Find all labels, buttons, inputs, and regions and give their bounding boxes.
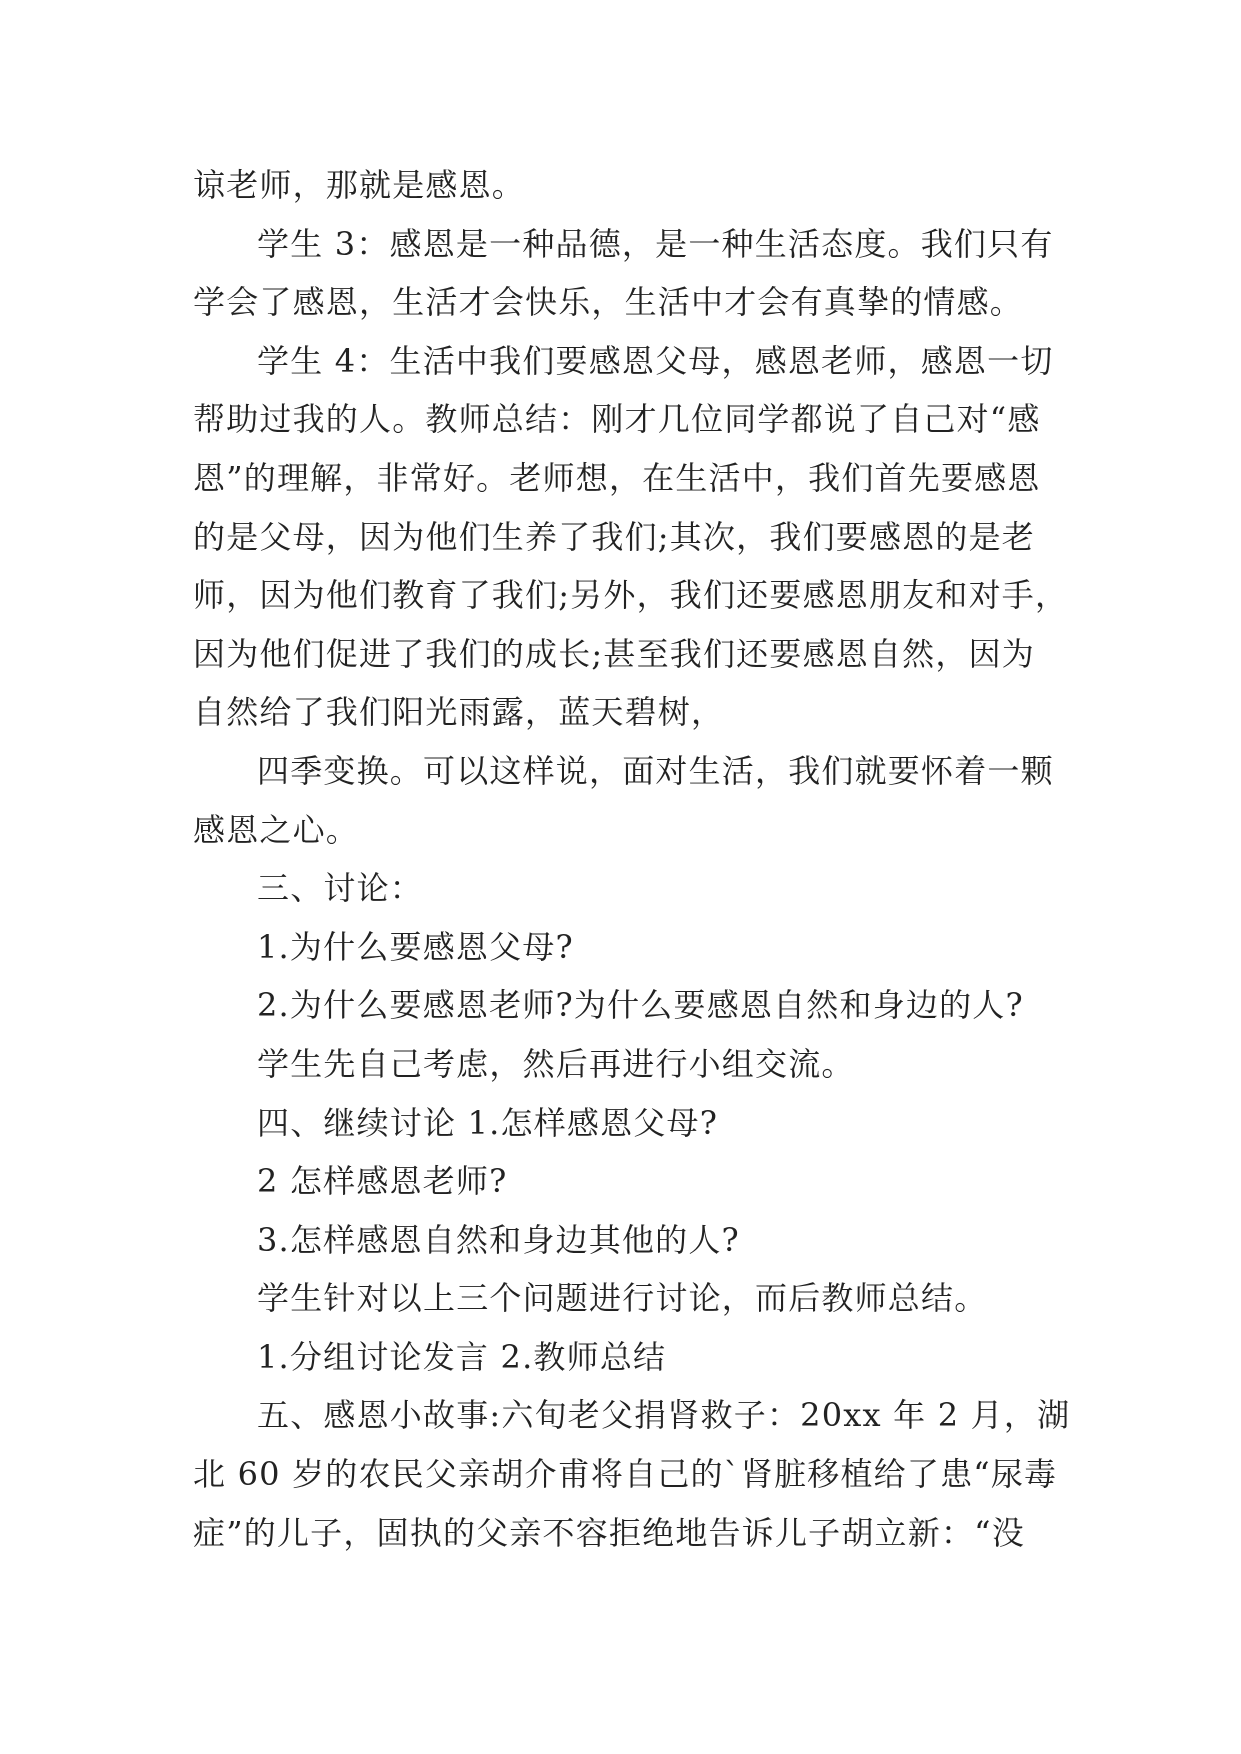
text-line: 北 60 岁的农民父亲胡介甫将自己的`肾脏移植给了患“尿毒 <box>193 1455 1058 1494</box>
text-line: 师，因为他们教育了我们;另外，我们还要感恩朋友和对手， <box>193 576 1069 615</box>
section-heading: 五、感恩小故事:六旬老父捐肾救子：20xx 年 2 月，湖 <box>257 1396 1071 1435</box>
text-line: 帮助过我的人。教师总结：刚才几位同学都说了自己对“感 <box>193 400 1041 439</box>
list-item: 2.为什么要感恩老师?为什么要感恩自然和身边的人? <box>257 986 1024 1025</box>
text-line: 学生针对以上三个问题进行讨论，而后教师总结。 <box>257 1279 988 1318</box>
section-heading: 四、继续讨论 1.怎样感恩父母? <box>257 1103 719 1142</box>
list-item: 1.分组讨论发言 2.教师总结 <box>257 1337 667 1376</box>
text-line: 四季变换。可以这样说，面对生活，我们就要怀着一颗 <box>257 751 1054 790</box>
text-line: 因为他们促进了我们的成长;甚至我们还要感恩自然，因为 <box>193 634 1035 673</box>
text-line: 学生 4：生活中我们要感恩父母，感恩老师，感恩一切 <box>257 341 1054 380</box>
section-heading: 三、讨论： <box>257 869 424 908</box>
text-line: 恩”的理解，非常好。老师想，在生活中，我们首先要感恩 <box>193 458 1041 497</box>
text-line: 的是父母，因为他们生养了我们;其次，我们要感恩的是老 <box>193 517 1035 556</box>
list-item: 3.怎样感恩自然和身边其他的人? <box>257 1220 740 1259</box>
text-line: 感恩之心。 <box>193 810 360 849</box>
list-item: 1.为什么要感恩父母? <box>257 927 574 966</box>
list-item: 2 怎样感恩老师? <box>257 1162 508 1201</box>
body-text <box>193 156 1071 1562</box>
text-line: 学会了感恩，生活才会快乐，生活中才会有真挚的情感。 <box>193 283 1024 322</box>
text-line: 症”的儿子，固执的父亲不容拒绝地告诉儿子胡立新：“没 <box>193 1513 1025 1552</box>
text-line: 自然给了我们阳光雨露，蓝天碧树， <box>193 693 725 732</box>
text-line: 学生 3：感恩是一种品德，是一种生活态度。我们只有 <box>257 224 1054 263</box>
text-line: 谅老师，那就是感恩。 <box>193 166 526 204</box>
text-line: 学生先自己考虑，然后再进行小组交流。 <box>257 1044 855 1083</box>
